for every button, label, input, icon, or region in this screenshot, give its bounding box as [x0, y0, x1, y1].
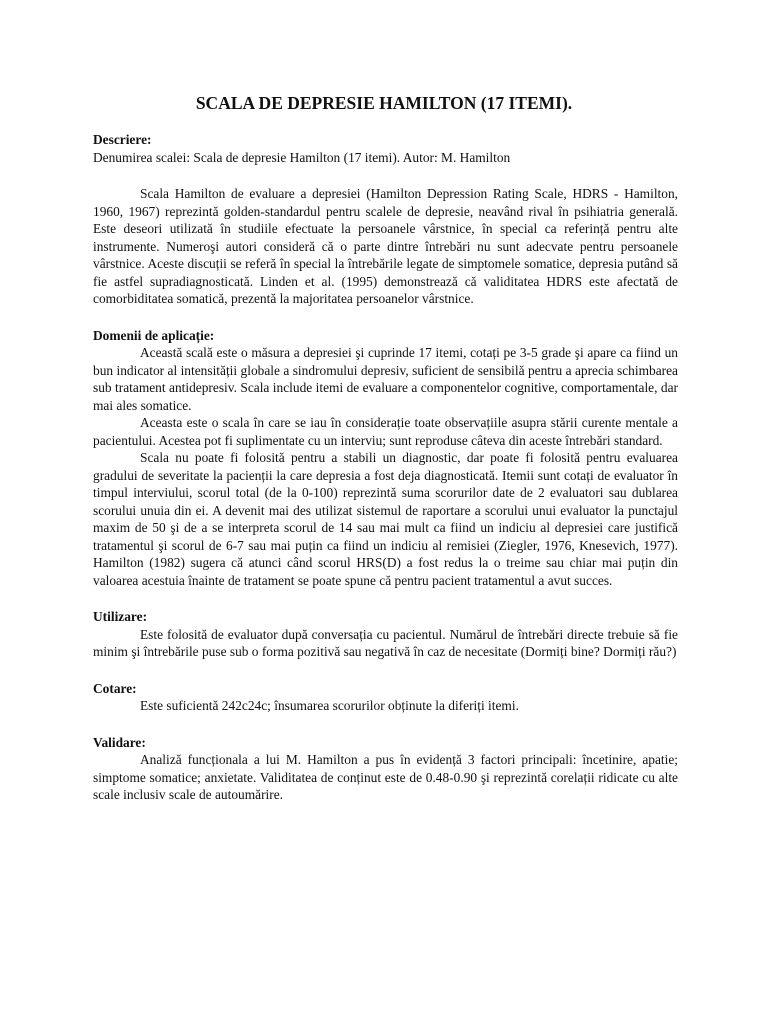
utilizare-paragraph: Este folosită de evaluator după conversația cu pacientul. Numărul de întrebări directe trebuie să fie minim şi întrebările puse sub o forma pozitivă sau negativă în caz de necesitate (Dormiți bine? Dormiți rău?) — [93, 626, 678, 659]
title-main: SCALA DE DEPRESIE HAMILTON — [195, 93, 477, 113]
section-domenii — [93, 327, 678, 590]
document-body — [93, 131, 678, 804]
section-cotare — [93, 680, 678, 715]
section-utilizare — [93, 608, 678, 661]
section-heading-cotare: Cotare: — [93, 680, 137, 696]
domenii-paragraph-2: Aceasta este o scala în care se iau în considerație toate observațiile asupra stării curente mentale a pacientului. Acestea pot fi suplimentate cu un interviu; sunt reproduse câteva din aceste întrebări standard. — [93, 415, 678, 448]
section-heading-descriere: Descriere: — [93, 132, 152, 147]
cotare-paragraph: Este suficientă 242c24c; însumarea scorurilor obținute la diferiți itemi. — [140, 698, 519, 713]
descriere-paragraph: Scala Hamilton de evaluare a depresiei (Hamilton Depression Rating Scale, HDRS - Hamilton, 1960, 1967) reprezintă golden-standardul pentru scalele de depresie, neavând rival în psihiatria generală. Este deseori utilizată în studiile efectuate la persoanele vârstnice, în special ca referință pentru alte instrumente. Numeroşi autori consideră că o parte dintre întrebări nu sunt adecvate pentru persoanele vârstnice. Aceste discuții se referă în special la întrebările legate de simptomele somatice, depresia putând să fie astfel supradiagnosticată. Linden et al. (1995) demonstrează că validitatea HDRS este afectată de comorbiditatea somatică, prezentă la majoritatea persoanelor vârstnice. — [93, 186, 678, 306]
page-title — [0, 92, 768, 114]
section-heading-domenii: Domenii de aplicație: — [93, 327, 215, 343]
domenii-paragraph-1: Această scală este o măsura a depresiei şi cuprinde 17 itemi, cotați pe 3-5 grade şi apare ca fiind un bun indicator al intensității globale a sindromului depresiv, suficient de sensibilă pentru a aprecia schimbarea sub tratament antidepresiv. Scala include itemi de evaluare a componentelor cognitive, comportamentale, dar mai ales somatice. — [93, 345, 678, 413]
scale-name-line: Denumirea scalei: Scala de depresie Hamilton (17 itemi). Autor: M. Hamilton — [93, 149, 511, 165]
validare-paragraph: Analiză funcționala a lui M. Hamilton a pus în evidență 3 factori principali: încetinire, apatie; simptome somatice; anxietate. Validitatea de conținut este de 0.48-0.90 şi reprezintă corelații ridicate cu alte scale inclusiv scale de autoumărire. — [93, 752, 678, 802]
section-validare — [93, 734, 678, 804]
title-suffix: (17 ITEMI). — [476, 93, 573, 113]
section-heading-validare: Validare: — [93, 734, 146, 750]
domenii-paragraph-3: Scala nu poate fi folosită pentru a stabili un diagnostic, dar poate fi folosită pentru evaluarea gradului de severitate la pacienții la care depresia a fost deja diagnosticată. Itemii sunt cotați de evaluator în timpul interviului, scorul total (de la 0-100) reprezintă suma scorurilor date de 2 evaluatori sau dublarea scorului unuia din ei. A devenit mai des utilizat sistemul de raportare a scorului unui evaluator la punctajul maxim de 50 şi de a se interpreta scorul de 14 sau mai mult ca fiind un indiciu al depresiei care justifică tratamentul şi scorul de 6-7 sau mai puțin ca fiind un indiciu al remisiei (Ziegler, 1976, Knesevich, 1977). Hamilton (1982) sugera că atunci când scorul HRS(D) a fost redus la o treime sau chiar mai puțin din valoarea acestuia înainte de tratament se poate spune că pentru pacient tratamentul a avut succes. — [93, 450, 678, 588]
section-descriere — [93, 131, 678, 308]
section-heading-utilizare: Utilizare: — [93, 609, 148, 624]
